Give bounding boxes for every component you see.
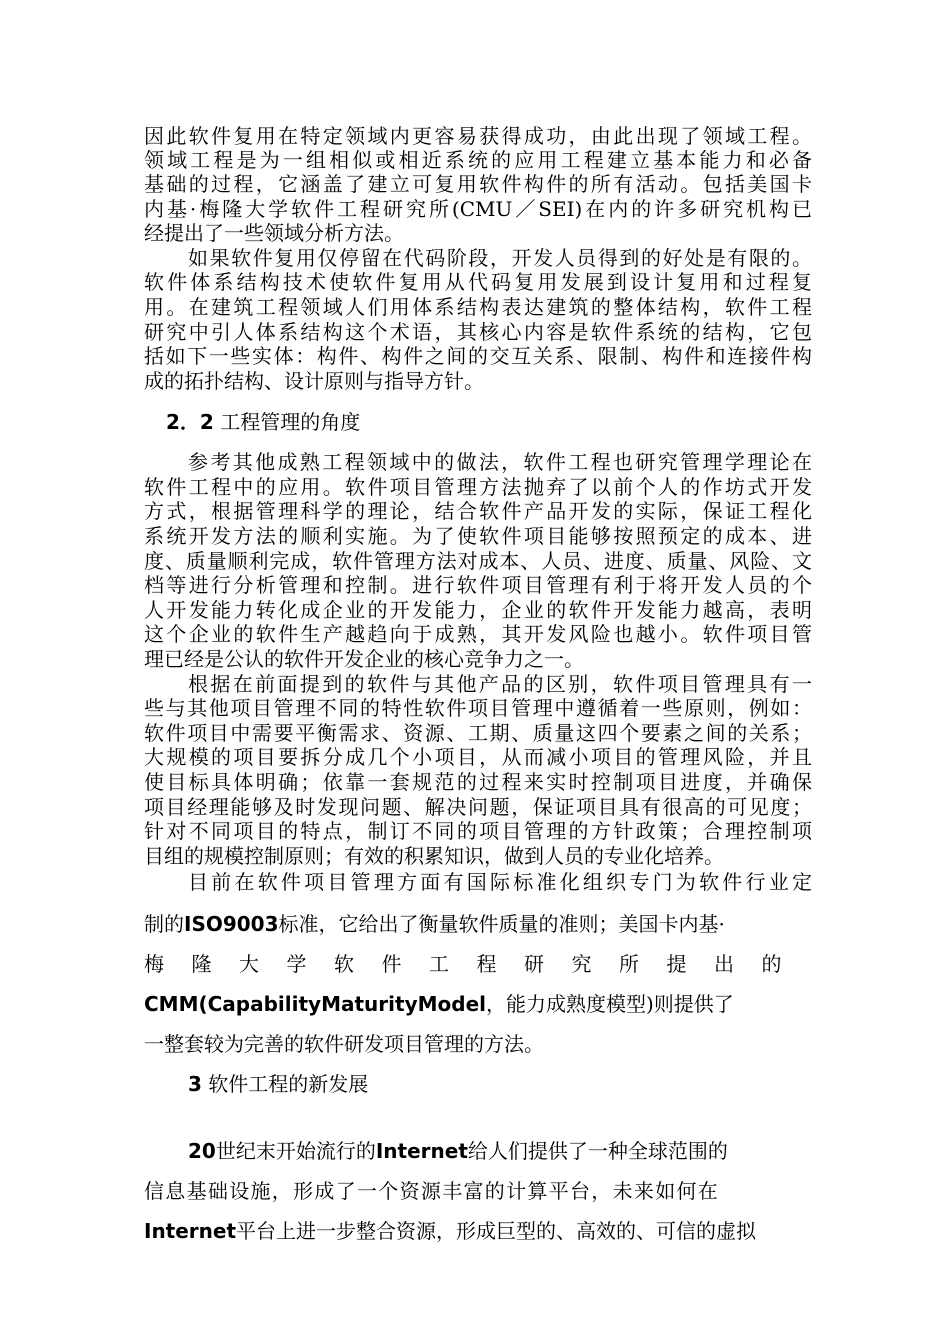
text-line: 使目标具体明确；依靠一套规范的过程来实时控制项目进度，并确保 [144, 770, 812, 794]
text-line: 成的拓扑结构、设计原则与指导方针。 [144, 369, 484, 393]
section-number: 3 [188, 1072, 202, 1096]
text-run-bold: ISO9003 [184, 912, 279, 936]
section-title: 工程管理的角度 [220, 410, 361, 434]
text-run: 制的 [144, 912, 184, 936]
text-line: 人开发能力转化成企业的开发能力，企业的软件开发能力越高，表明 [144, 598, 812, 622]
text-line: 针对不同项目的特点，制订不同的项目管理的方针政策；合理控制项 [144, 819, 812, 843]
text-run-bold: 20 [188, 1139, 216, 1163]
text-line: 项目经理能够及时发现问题、解决问题，保证项目具有很高的可见度； [144, 795, 812, 819]
text-line: 信息基础设施，形成了一个资源丰富的计算平台，未来如何在 [144, 1179, 720, 1203]
text-line: 这个企业的软件生产越趋向于成熟，其开发风险也越小。软件项目管 [144, 622, 812, 646]
text-line [144, 1219, 812, 1243]
text-run-bold: Internet [375, 1139, 468, 1163]
text-line: 软件工程中的应用。软件项目管理方法抛弃了以前个人的作坊式开发 [144, 475, 812, 499]
text-run: 世纪末开始流行的 [215, 1139, 376, 1163]
text-line: 理已经是公认的软件开发企业的核心竞争力之一。 [144, 647, 584, 671]
text-run: ，能力成熟度模型)则提供了 [485, 992, 734, 1016]
text-line: 经提出了一些领域分析方法。 [144, 221, 404, 245]
text-line: 方式，根据管理科学的理论，结合软件产品开发的实际，保证工程化 [144, 499, 812, 523]
text-line: 基础的过程，它涵盖了建立可复用软件构件的所有活动。包括美国卡 [144, 172, 812, 196]
text-line: 些与其他项目管理不同的特性软件项目管理中遵循着一些原则，例如： [144, 696, 812, 720]
text-run-bold: Internet [144, 1219, 237, 1243]
text-line: 软件项目中需要平衡需求、资源、工期、质量这四个要素之间的关系； [144, 721, 812, 745]
text-line [188, 1139, 812, 1163]
section-heading [166, 410, 566, 434]
section-number: 2．2 [166, 410, 214, 434]
text-line: 括如下一些实体：构件、构件之间的交互关系、限制、构件和连接件构 [144, 344, 812, 368]
text-line: 研究中引人体系结构这个术语，其核心内容是软件系统的结构，它包 [144, 320, 812, 344]
text-line: 用。在建筑工程领域人们用体系结构表达建筑的整体结构，软件工程 [144, 295, 812, 319]
text-line: 梅隆大学软件工程研究所提出的 [144, 952, 809, 976]
text-line: 系统开发方法的顺利实施。为了使软件项目能够按照预定的成本、进 [144, 524, 812, 548]
section-title: 软件工程的新发展 [208, 1072, 369, 1096]
text-line [144, 992, 812, 1016]
text-line: 内基·梅隆大学软件工程研究所(CMU／SEI)在内的许多研究机构已 [144, 197, 812, 221]
text-run-bold: CMM(CapabilityMaturityModel [144, 992, 486, 1016]
section-heading [188, 1072, 588, 1096]
text-run: 给人们提供了一种全球范围的 [467, 1139, 728, 1163]
text-run: 平台上进一步整合资源，形成巨型的、高效的、可信的虚拟 [236, 1219, 757, 1243]
text-line: 参考其他成熟工程领域中的做法，软件工程也研究管理学理论在 [188, 450, 812, 474]
text-line: 如果软件复用仅停留在代码阶段，开发人员得到的好处是有限的。 [188, 246, 812, 270]
text-line: 度、质量顺利完成，软件管理方法对成本、人员、进度、质量、风险、文 [144, 549, 812, 573]
text-line [144, 912, 812, 936]
text-line: 目组的规模控制原则；有效的积累知识，做到人员的专业化培养。 [144, 844, 724, 868]
text-line: 档等进行分析管理和控制。进行软件项目管理有利于将开发人员的个 [144, 573, 812, 597]
text-line: 软件体系结构技术使软件复用从代码复用发展到设计复用和过程复 [144, 270, 812, 294]
text-line: 大规模的项目要拆分成几个小项目，从而减小项目的管理风险，并且 [144, 745, 812, 769]
text-run: 标准，它给出了衡量软件质量的准则；美国卡内基· [278, 912, 725, 936]
text-line: 一整套较为完善的软件研发项目管理的方法。 [144, 1032, 544, 1056]
text-line: 目前在软件项目管理方面有国际标准化组织专门为软件行业定 [188, 870, 812, 894]
text-line: 领域工程是为一组相似或相近系统的应用工程建立基本能力和必备 [144, 148, 812, 172]
text-line: 根据在前面提到的软件与其他产品的区别，软件项目管理具有一 [188, 672, 812, 696]
text-line: 因此软件复用在特定领域内更容易获得成功，由此出现了领域工程。 [144, 124, 812, 148]
